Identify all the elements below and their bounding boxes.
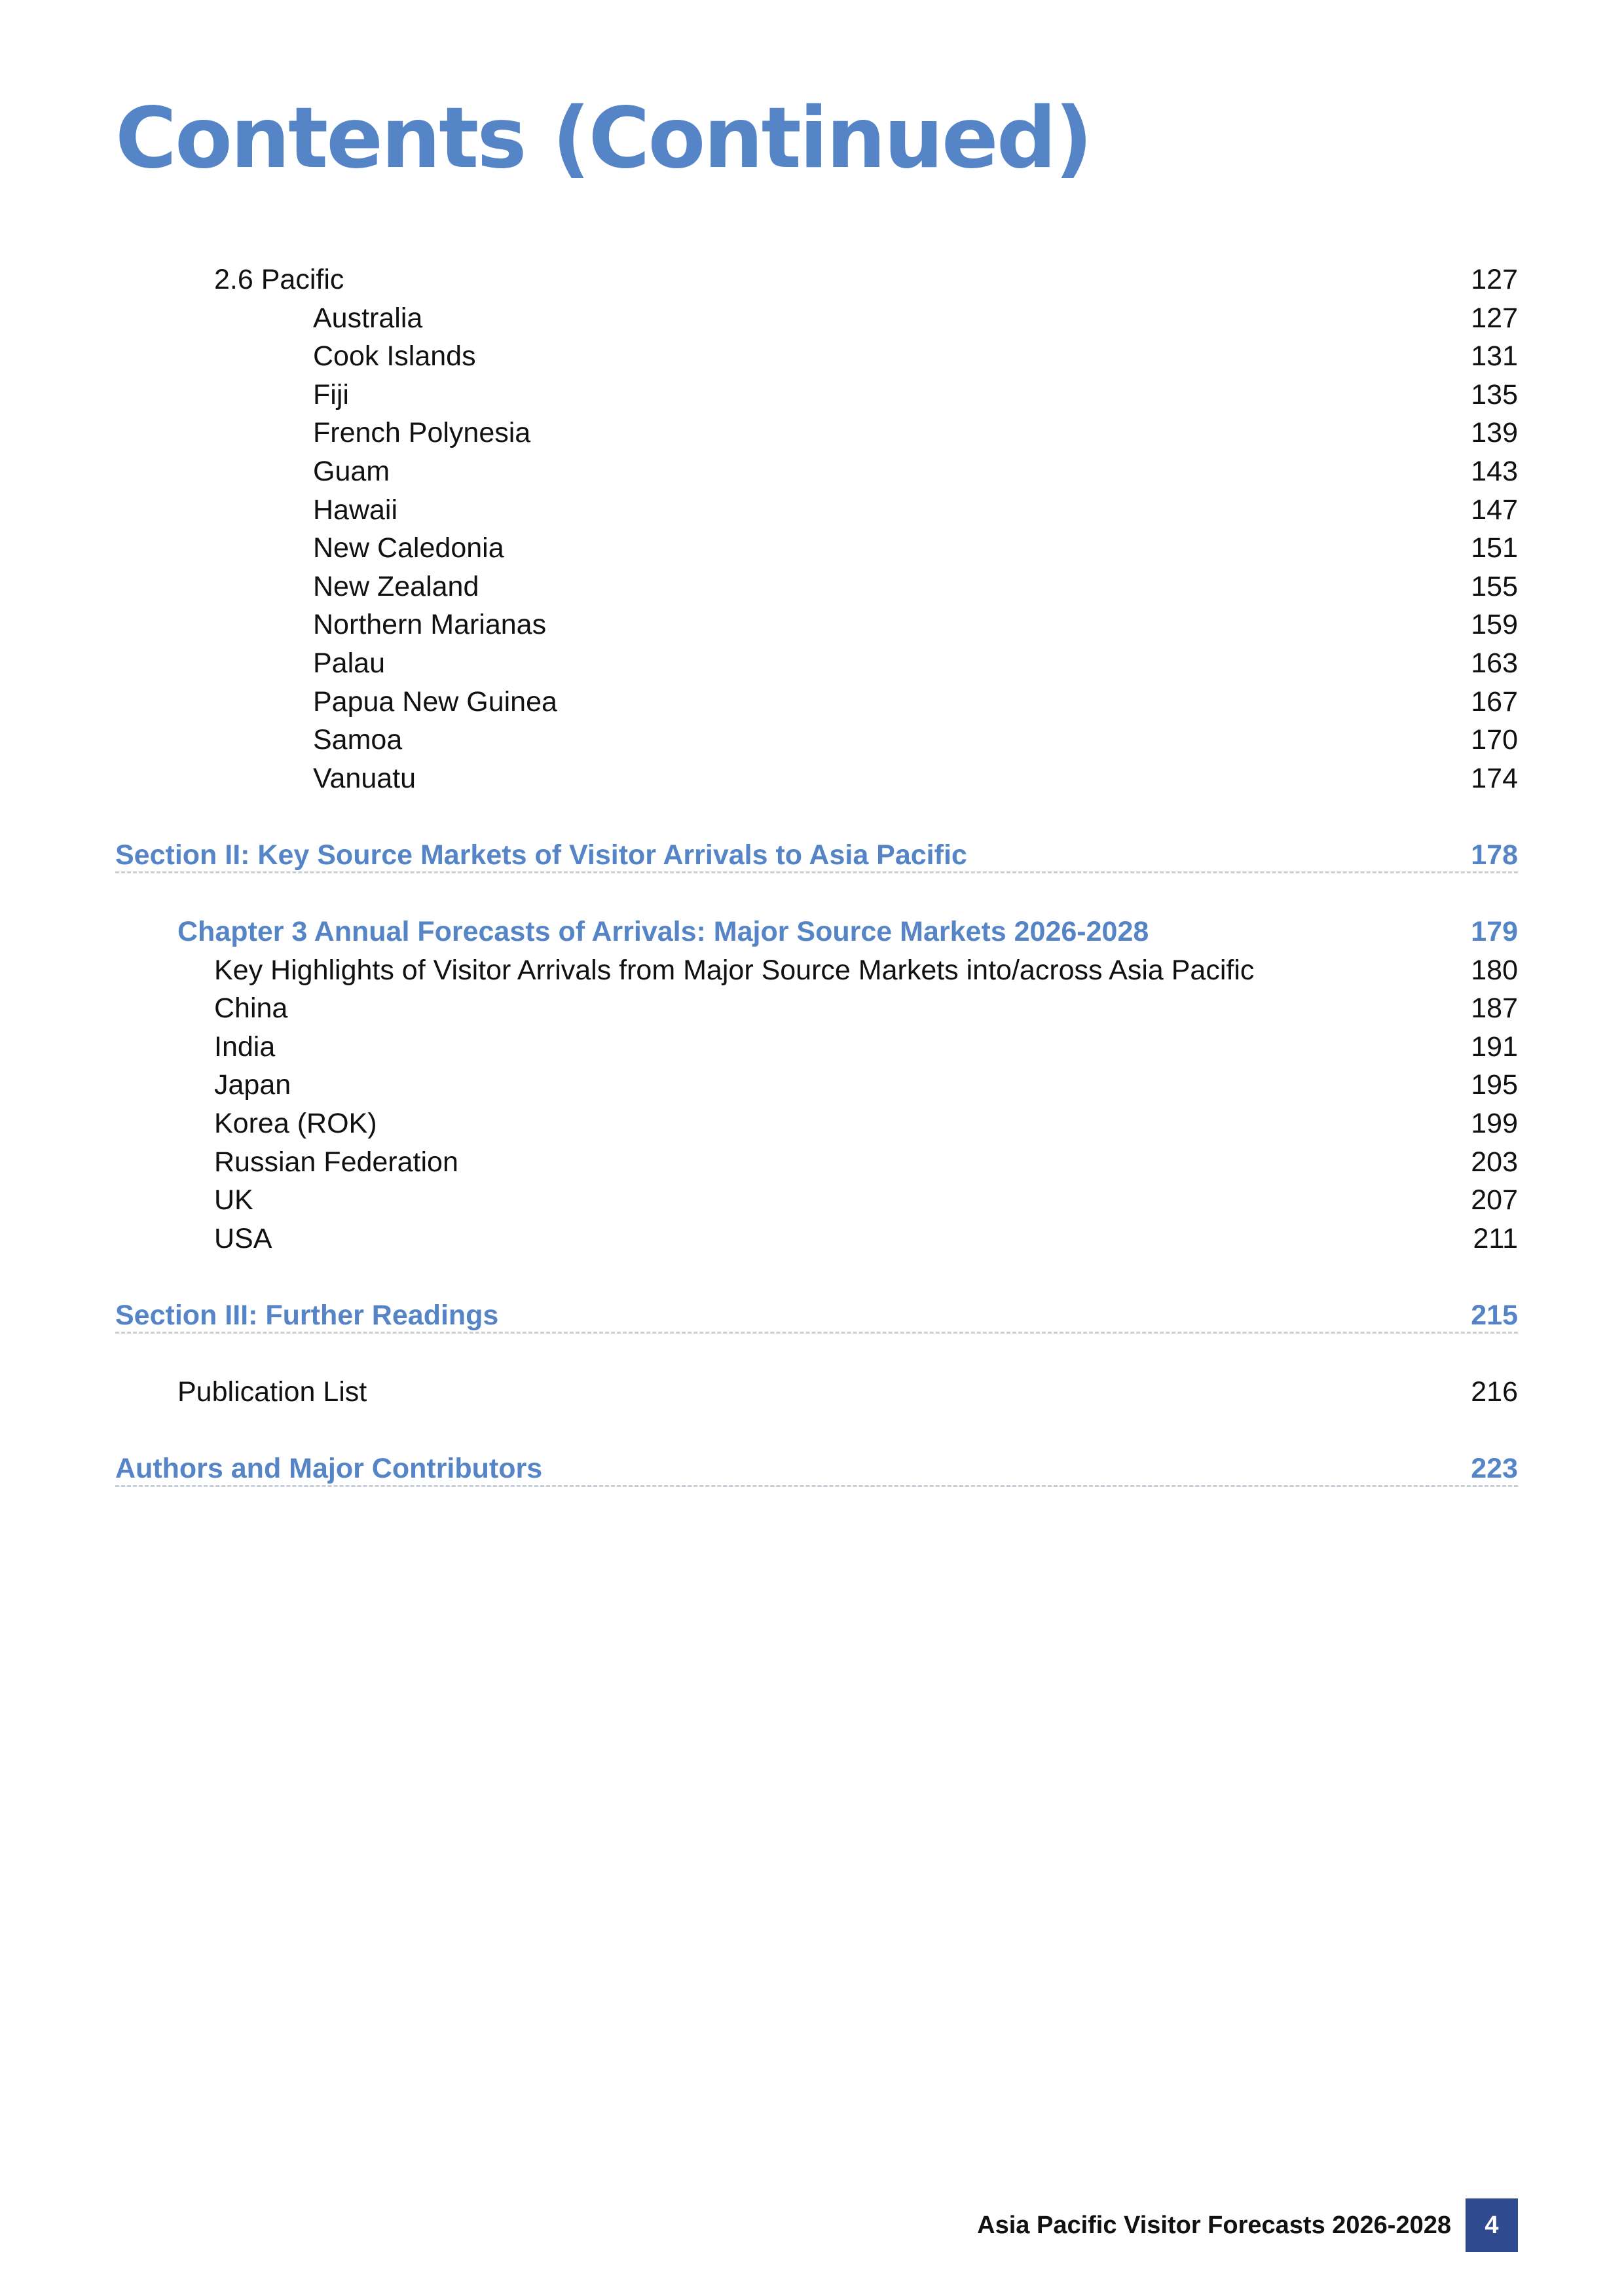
toc-entry-label: 2.6 Pacific xyxy=(214,264,344,295)
toc-entry-page: 135 xyxy=(1471,378,1518,410)
toc-entry-french-polynesia[interactable] xyxy=(115,414,1518,452)
toc-entry-page: 211 xyxy=(1473,1222,1518,1254)
toc-entry-page: 155 xyxy=(1471,570,1518,602)
toc-entry-label: Guam xyxy=(313,455,390,487)
toc-entry-label: USA xyxy=(214,1222,272,1254)
toc-entry-label: UK xyxy=(214,1184,253,1216)
toc-entry-label: China xyxy=(214,993,288,1025)
toc-entry-page: 131 xyxy=(1471,340,1518,373)
toc-entry-uk[interactable] xyxy=(115,1181,1518,1220)
toc-section-page: 178 xyxy=(1471,839,1518,871)
toc-entry-page: 143 xyxy=(1471,455,1518,487)
toc-entry-label: French Polynesia xyxy=(313,417,531,449)
toc-section-2[interactable] xyxy=(115,836,1518,875)
spacer xyxy=(115,797,1518,836)
toc-entry-page: 199 xyxy=(1471,1108,1518,1140)
toc-entry-label: New Caledonia xyxy=(313,532,504,564)
toc-section-label: Section III: Further Readings xyxy=(115,1300,499,1332)
toc-entry-label: India xyxy=(214,1030,276,1063)
toc-entry-label: Fiji xyxy=(313,378,349,410)
toc-chapter-label: Chapter 3 Annual Forecasts of Arrivals: Major Source Markets 2026-2028 xyxy=(177,916,1149,948)
toc-section-label: Authors and Major Contributors xyxy=(115,1453,543,1485)
toc-entry-key-highlights[interactable] xyxy=(115,951,1518,990)
spacer xyxy=(115,1412,1518,1450)
toc-entry-label: Russian Federation xyxy=(214,1146,458,1178)
toc-chapter-page: 179 xyxy=(1471,916,1518,948)
toc-entry-label: Palau xyxy=(313,647,385,679)
toc-entry-korea[interactable] xyxy=(115,1104,1518,1143)
toc-entry-page: 159 xyxy=(1471,609,1518,641)
toc-entry-page: 167 xyxy=(1471,685,1518,718)
toc-entry-northern-marianas[interactable] xyxy=(115,606,1518,644)
toc-entry-page: 191 xyxy=(1471,1030,1518,1063)
toc-entry-label: Publication List xyxy=(177,1376,367,1408)
toc-entry-page: 216 xyxy=(1471,1376,1518,1408)
toc-entry-page: 187 xyxy=(1471,993,1518,1025)
toc-entry-page: 170 xyxy=(1471,724,1518,756)
spacer xyxy=(115,1335,1518,1374)
toc-entry-palau[interactable] xyxy=(115,644,1518,683)
toc-entry-new-zealand[interactable] xyxy=(115,568,1518,606)
toc-entry-label: Vanuatu xyxy=(313,762,416,794)
toc-section-page: 215 xyxy=(1471,1300,1518,1332)
toc-entry-label: Korea (ROK) xyxy=(214,1108,377,1140)
toc-entry-page: 163 xyxy=(1471,647,1518,679)
toc-entry-cook-islands[interactable] xyxy=(115,337,1518,376)
toc-entry-australia[interactable] xyxy=(115,299,1518,338)
toc-entry-usa[interactable] xyxy=(115,1220,1518,1258)
toc-entry-page: 151 xyxy=(1471,532,1518,564)
toc-entry-china[interactable] xyxy=(115,989,1518,1028)
toc-entry-hawaii[interactable] xyxy=(115,491,1518,530)
page-title: Contents (Continued) xyxy=(115,90,1091,187)
toc-entry-label: Northern Marianas xyxy=(313,609,547,641)
page-footer xyxy=(977,2198,1518,2252)
toc-entry-label: Australia xyxy=(313,302,423,334)
toc-entry-label: Japan xyxy=(214,1069,291,1101)
toc-entry-page: 147 xyxy=(1471,494,1518,526)
toc-entry-label: Samoa xyxy=(313,724,403,756)
toc-entry-label: New Zealand xyxy=(313,570,479,602)
toc-entry-page: 203 xyxy=(1471,1146,1518,1178)
toc-entry-page: 174 xyxy=(1471,762,1518,794)
spacer xyxy=(115,1258,1518,1296)
toc-entry-new-caledonia[interactable] xyxy=(115,529,1518,568)
toc-entry-vanuatu[interactable] xyxy=(115,759,1518,798)
toc-section-authors[interactable] xyxy=(115,1449,1518,1488)
toc-entry-page: 207 xyxy=(1471,1184,1518,1216)
toc-entry-page: 127 xyxy=(1471,302,1518,334)
toc-entry-papua-new-guinea[interactable] xyxy=(115,683,1518,721)
toc-entry-fiji[interactable] xyxy=(115,376,1518,414)
toc-entry-japan[interactable] xyxy=(115,1066,1518,1104)
toc-entry-label: Papua New Guinea xyxy=(313,685,557,718)
toc-section-label: Section II: Key Source Markets of Visitor Arrivals to Asia Pacific xyxy=(115,839,967,871)
toc-chapter-3[interactable] xyxy=(115,913,1518,951)
toc-entry-page: 127 xyxy=(1471,264,1518,295)
toc-entry-india[interactable] xyxy=(115,1028,1518,1066)
toc-entry-label: Key Highlights of Visitor Arrivals from Major Source Markets into/across Asia Pacific xyxy=(214,954,1255,986)
toc-section-page: 223 xyxy=(1471,1453,1518,1485)
toc-entry-pacific[interactable] xyxy=(115,261,1518,299)
toc-entry-page: 195 xyxy=(1471,1069,1518,1101)
toc-section-3[interactable] xyxy=(115,1296,1518,1335)
table-of-contents xyxy=(115,261,1518,1488)
spacer xyxy=(115,875,1518,913)
footer-page-number: 4 xyxy=(1466,2198,1518,2252)
toc-entry-publication-list[interactable] xyxy=(115,1373,1518,1412)
toc-entry-label: Hawaii xyxy=(313,494,398,526)
toc-entry-page: 139 xyxy=(1471,417,1518,449)
toc-entry-samoa[interactable] xyxy=(115,721,1518,759)
toc-entry-russian-federation[interactable] xyxy=(115,1143,1518,1182)
toc-entry-guam[interactable] xyxy=(115,452,1518,491)
footer-title: Asia Pacific Visitor Forecasts 2026-2028 xyxy=(977,2211,1451,2239)
toc-entry-label: Cook Islands xyxy=(313,340,476,373)
toc-entry-page: 180 xyxy=(1471,954,1518,986)
